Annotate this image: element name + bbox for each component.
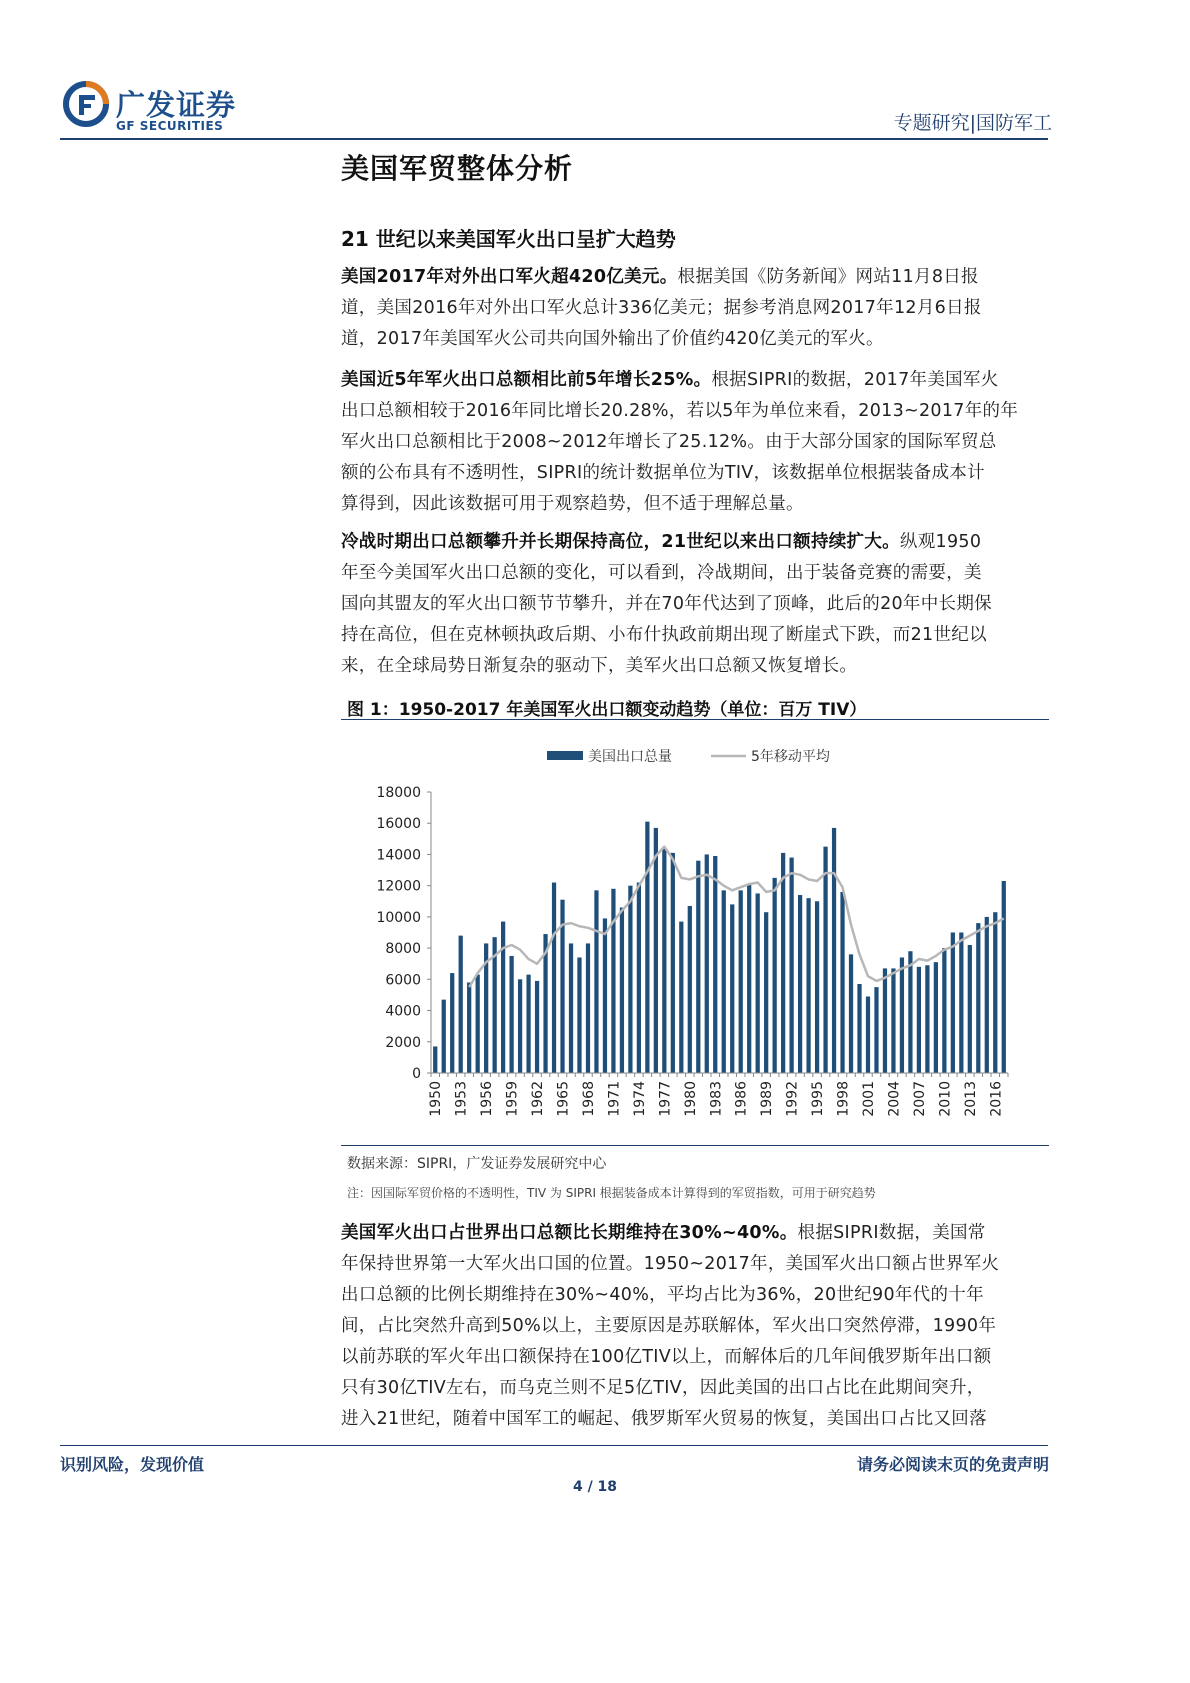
x-tick-label: 1983 [708, 1081, 725, 1117]
x-tick-label: 1980 [682, 1081, 699, 1117]
paragraph-line: 只有30亿TIV左右，而乌克兰则不足5亿TIV，因此美国的出口占比在此期间突升， [341, 1378, 985, 1398]
bar [603, 918, 607, 1073]
figure-top-rule [341, 719, 1049, 720]
bar [722, 890, 726, 1073]
bar [985, 917, 989, 1073]
bar [883, 968, 887, 1073]
x-tick-label: 1962 [530, 1081, 547, 1117]
paragraph-line: 年至今美国军火出口总额的变化，可以看到，冷战期间，出于装备竞赛的需要，美 [341, 563, 982, 583]
x-tick-label: 2004 [886, 1081, 903, 1117]
x-tick-label: 2010 [937, 1081, 954, 1117]
paragraph-line: 军火出口总额相比于2008~2012年增长了25.12%。由于大部分国家的国际军贸总 [341, 432, 997, 452]
paragraph-line: 出口总额的比例长期维持在30%~40%，平均占比为36%，20世纪90年代的十年 [341, 1285, 984, 1305]
bar [476, 975, 480, 1073]
bar [764, 912, 768, 1073]
bar [679, 922, 683, 1073]
bar [645, 822, 649, 1073]
x-tick-label: 1950 [428, 1081, 445, 1117]
paragraph-lead: 美国军火出口占世界出口总额比长期维持在30%~40%。 [341, 1223, 798, 1243]
disclaimer-link[interactable]: 请务必阅读末页的免责声明 [856, 1455, 1049, 1474]
x-tick-label: 1989 [759, 1081, 776, 1117]
bar [951, 933, 955, 1074]
y-tick-label: 0 [412, 1066, 421, 1082]
bar [874, 987, 878, 1073]
y-axis [376, 785, 431, 1082]
bar [713, 856, 717, 1073]
paragraph-2 [341, 365, 1049, 520]
bar [628, 886, 632, 1073]
section-title: 美国军贸整体分析 [341, 152, 574, 185]
x-tick-label: 1965 [555, 1081, 572, 1117]
bar [1002, 881, 1006, 1073]
x-tick-label: 2001 [860, 1081, 877, 1117]
bar [781, 853, 785, 1073]
bar [577, 957, 581, 1073]
paragraph-line: 出口总额相较于2016年同比增长20.28%，若以5年为单位来看，2013~2017年的年 [341, 401, 1019, 421]
y-tick-label: 8000 [385, 941, 421, 958]
bar [620, 908, 624, 1073]
bar [671, 853, 675, 1073]
bar [815, 901, 819, 1073]
bar [968, 945, 972, 1073]
bar [509, 956, 513, 1073]
y-tick-label: 4000 [385, 1003, 421, 1020]
bar [790, 858, 794, 1073]
x-tick-label: 1992 [784, 1081, 801, 1117]
bar [917, 967, 921, 1073]
bar [696, 861, 700, 1073]
bar [688, 906, 692, 1073]
paragraph-line: 来，在全球局势日渐复杂的驱动下，美军火出口总额又恢复增长。 [341, 656, 858, 676]
x-tick-label: 2007 [911, 1081, 928, 1117]
bar [569, 943, 573, 1073]
bar [832, 828, 836, 1073]
bar [908, 951, 912, 1073]
bar [518, 979, 522, 1073]
paragraph-line: 国向其盟友的军火出口额节节攀升，并在70年代达到了顶峰，此后的20年中长期保 [341, 594, 992, 614]
bar [840, 892, 844, 1073]
bar [526, 975, 530, 1073]
paragraph-4 [341, 1218, 1049, 1435]
y-tick-label: 18000 [376, 785, 421, 801]
bar [586, 943, 590, 1073]
y-tick-label: 6000 [385, 972, 421, 989]
y-tick-label: 10000 [376, 909, 421, 926]
paragraph-line: 进入21世纪，随着中国军工的崛起、俄罗斯军火贸易的恢复，美国出口占比又回落 [341, 1409, 987, 1429]
paragraph-line: 根据SIPRI数据，美国常 [797, 1223, 986, 1243]
bar [739, 890, 743, 1073]
paragraph-line: 纵观1950 [899, 532, 982, 552]
chart-legend [547, 748, 830, 765]
x-axis [428, 1073, 1008, 1117]
paragraph-line: 道，2017年美国军火公司共向国外输出了价值约420亿美元的军火。 [341, 329, 884, 349]
x-tick-label: 1968 [580, 1081, 597, 1117]
paragraph-lead: 美国2017年对外出口军火超420亿美元。 [341, 267, 678, 287]
bar [857, 984, 861, 1073]
bar [959, 933, 963, 1074]
paragraph-line: 年保持世界第一大军火出口国的位置。1950~2017年，美国军火出口额占世界军火 [341, 1254, 1000, 1274]
figure-caption: 图 1：1950-2017 年美国军火出口额变动趋势（单位：百万 TIV） [347, 700, 867, 720]
figure-note: 注：因国际军贸价格的不透明性，TIV 为 SIPRI 根据装备成本计算得到的军贸指数，可用于研究趋势 [347, 1186, 876, 1200]
bar [552, 883, 556, 1073]
bar [823, 847, 827, 1073]
paragraph-line: 根据美国《防务新闻》网站11月8日报 [677, 267, 979, 287]
paragraph-line: 持在高位，但在克林顿执政后期、小布什执政前期出现了断崖式下跌，而21世纪以 [341, 625, 987, 645]
x-tick-label: 1959 [504, 1081, 521, 1117]
bar [891, 968, 895, 1073]
paragraph-3 [341, 527, 1049, 682]
bar [849, 954, 853, 1073]
bar [900, 957, 904, 1073]
bar [773, 878, 777, 1073]
footer-slogan: 识别风险，发现价值 [60, 1455, 205, 1474]
bar [942, 948, 946, 1073]
bar [934, 962, 938, 1073]
legend-bar-label: 美国出口总量 [588, 749, 672, 765]
figure-bottom-rule [341, 1145, 1049, 1146]
subsection-heading: 21 世纪以来美国军火出口呈扩大趋势 [341, 227, 676, 251]
paragraph-line: 额的公布具有不透明性，SIPRI的统计数据单位为TIV，该数据单位根据装备成本计 [341, 463, 985, 483]
logo-name-en: GF SECURITIES [116, 119, 224, 133]
bar [637, 883, 641, 1073]
bar [866, 997, 870, 1073]
figure-source: 数据来源：SIPRI，广发证券发展研究中心 [347, 1156, 607, 1172]
logo-name-cn: 广发证券 [116, 88, 237, 122]
paragraph-line: 根据SIPRI的数据，2017年美国军火 [711, 370, 999, 390]
x-tick-label: 1974 [631, 1081, 648, 1117]
bar [594, 890, 598, 1073]
bar [730, 904, 734, 1073]
gf-logo-icon [62, 80, 110, 128]
x-tick-label: 1995 [810, 1081, 827, 1117]
x-tick-label: 1977 [657, 1081, 674, 1117]
y-tick-label: 2000 [385, 1034, 421, 1051]
paragraph-line: 以前苏联的军火年出口额保持在100亿TIV以上，而解体后的几年间俄罗斯年出口额 [341, 1347, 992, 1367]
report-category: 专题研究|国防军工 [893, 112, 1052, 134]
y-tick-label: 16000 [376, 816, 421, 833]
paragraph-lead: 美国近5年军火出口总额相比前5年增长25%。 [341, 370, 712, 390]
bar [654, 828, 658, 1073]
x-tick-label: 1998 [835, 1081, 852, 1117]
paragraph-lead: 冷战时期出口总额攀升并长期保持高位，21世纪以来出口额持续扩大。 [341, 532, 900, 552]
x-tick-label: 1971 [606, 1081, 623, 1117]
header-divider [60, 138, 1048, 140]
footer-divider [60, 1445, 1048, 1446]
bar-series [433, 822, 1006, 1073]
bar [976, 923, 980, 1073]
bar [535, 981, 539, 1073]
bar [459, 936, 463, 1073]
bar [501, 922, 505, 1073]
moving-average-series [469, 847, 1004, 988]
bar [993, 912, 997, 1073]
bar [747, 884, 751, 1073]
y-tick-label: 14000 [376, 847, 421, 864]
bar [442, 1000, 446, 1073]
bar [450, 973, 454, 1073]
paragraph-line: 间，占比突然升高到50%以上，主要原因是苏联解体，军火出口突然停滞，1990年 [341, 1316, 997, 1336]
page-number: 4 / 18 [572, 1479, 618, 1495]
bar [705, 854, 709, 1073]
moving-average-line [469, 847, 1004, 988]
paragraph-1 [341, 262, 1049, 355]
legend-line-label: 5年移动平均 [751, 749, 830, 765]
x-tick-label: 1953 [453, 1081, 470, 1117]
bar [798, 895, 802, 1073]
bar [925, 965, 929, 1073]
bar [467, 982, 471, 1073]
x-tick-label: 1986 [733, 1081, 750, 1117]
legend-bar-swatch [547, 751, 583, 760]
paragraph-line: 算得到，因此该数据可用于观察趋势，但不适于理解总量。 [341, 494, 804, 514]
bar [806, 898, 810, 1073]
bar [433, 1046, 437, 1073]
bar [611, 889, 615, 1073]
x-tick-label: 2016 [988, 1081, 1005, 1117]
bar [756, 893, 760, 1073]
bar [662, 848, 666, 1073]
x-tick-label: 1956 [479, 1081, 496, 1117]
paragraph-line: 道，美国2016年对外出口军火总计336亿美元；据参考消息网2017年12月6日报 [341, 298, 982, 318]
x-tick-label: 2013 [962, 1081, 979, 1117]
export-trend-chart [341, 728, 1049, 1140]
y-tick-label: 12000 [376, 878, 421, 895]
